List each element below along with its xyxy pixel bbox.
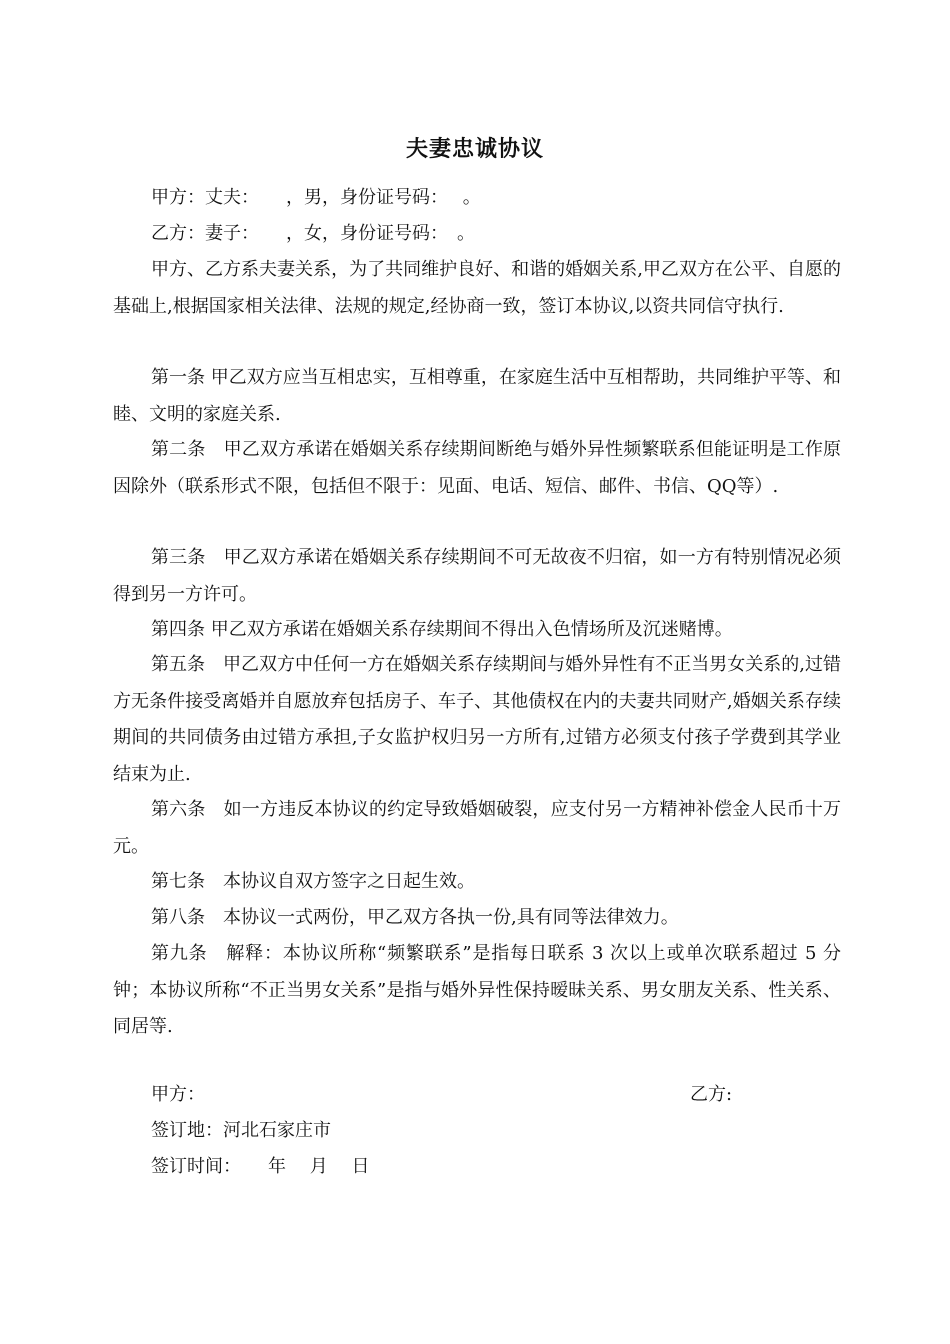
- article-7: 第七条 本协议自双方签字之日起生效。: [151, 871, 475, 892]
- signing-date: 签订时间： 年 月 日: [151, 1156, 370, 1177]
- document-title: 夫妻忠诚协议: [405, 136, 544, 162]
- article-5: 第五条 甲乙双方中任何一方在婚姻关系存续期间与婚外异性有不正当男女关系的,过错方无条件接受离婚并自愿放弃包括房子、车子、其他债权在内的夫妻共同财产,婚姻关系存续期间的共同债务由过错方承担,子女监护权归另一方所有,过错方必须支付孩子学费到其学业结束为止.: [113, 654, 841, 785]
- article-4: 第四条 甲乙双方承诺在婚姻关系存续期间不得出入色情场所及沉迷赌博。: [151, 619, 733, 640]
- article-9: 第九条 解释：本协议所称“频繁联系”是指每日联系 3 次以上或单次联系超过 5 分钟；本协议所称“不正当男女关系”是指与婚外异性保持暧昧关系、男女朋友关系、性关系、同居等.: [113, 943, 841, 1038]
- article-3: 第三条 甲乙双方承诺在婚姻关系存续期间不可无故夜不归宿，如一方有特别情况必须得到另一方许可。: [113, 547, 841, 605]
- signature-party-a: 甲方：: [151, 1084, 205, 1105]
- signing-place: 签订地：河北石家庄市: [151, 1120, 331, 1141]
- article-2: 第二条 甲乙双方承诺在婚姻关系存续期间断绝与婚外异性频繁联系但能证明是工作原因除外（联系形式不限，包括但不限于：见面、电话、短信、邮件、书信、QQ等）.: [113, 439, 841, 497]
- party-b-line: 乙方：妻子： ，女，身份证号码： 。: [151, 223, 475, 244]
- party-a-line: 甲方：丈夫： ，男，身份证号码： 。: [151, 187, 481, 208]
- article-1: 第一条 甲乙双方应当互相忠实，互相尊重，在家庭生活中互相帮助，共同维护平等、和睦、文明的家庭关系.: [113, 367, 841, 425]
- article-6: 第六条 如一方违反本协议的约定导致婚姻破裂，应支付另一方精神补偿金人民币十万元。: [113, 799, 841, 857]
- preamble-paragraph: 甲方、乙方系夫妻关系，为了共同维护良好、和谐的婚姻关系,甲乙双方在公平、自愿的基础上,根据国家相关法律、法规的规定,经协商一致，签订本协议,以资共同信守执行.: [113, 259, 841, 317]
- signature-party-b: 乙方:: [690, 1084, 733, 1105]
- article-8: 第八条 本协议一式两份，甲乙双方各执一份,具有同等法律效力。: [151, 907, 679, 928]
